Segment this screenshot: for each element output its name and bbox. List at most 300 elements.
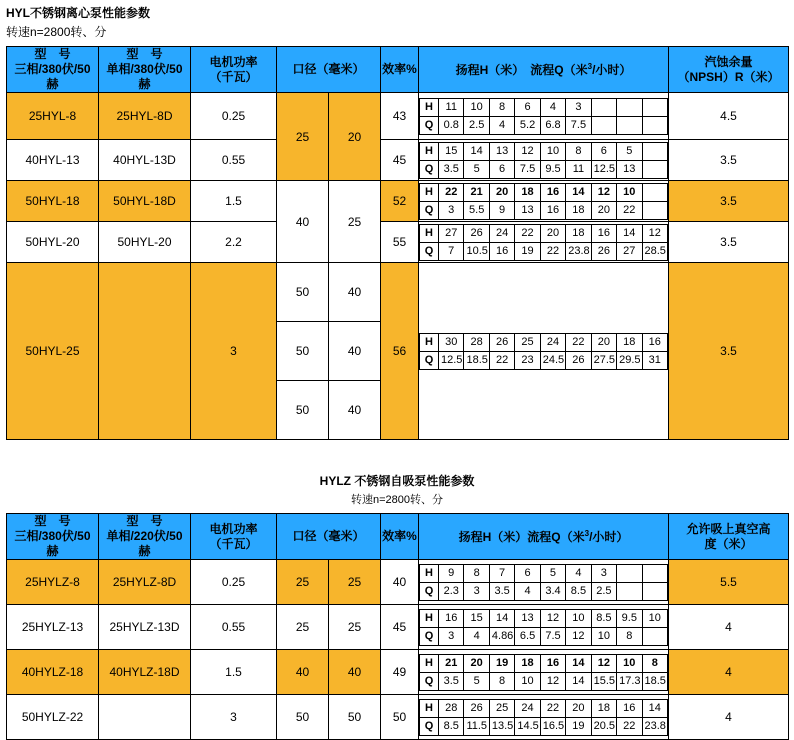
hq-q-1: 5.5 [464, 201, 489, 219]
hq-q-8 [642, 160, 668, 178]
hq-grid [419, 224, 668, 261]
cell-model-single-phase: 40HYLZ-18D [99, 650, 191, 695]
hq-q-4: 7.5 [540, 627, 565, 645]
hq-label-q: Q [420, 160, 439, 178]
cell-bore-inlet: 50 [277, 381, 329, 440]
header-model-line1: 型 号 [34, 47, 71, 61]
hq-row-h [420, 224, 668, 242]
hq-label-q: Q [420, 201, 439, 219]
hq-grid [419, 183, 668, 220]
hq-h-2: 25 [489, 699, 514, 717]
cell-motor-power: 1.5 [191, 181, 277, 222]
cell-model-three-phase: 50HYL-20 [7, 222, 99, 263]
hq-h-6: 8.5 [591, 609, 616, 627]
hq-h-7: 18 [617, 333, 642, 351]
section-spacer [0, 440, 794, 466]
hq-h-7 [617, 564, 642, 582]
hq-h-3: 13 [515, 609, 540, 627]
hq-h-5: 14 [566, 654, 591, 672]
hq-h-6: 12 [591, 183, 616, 201]
hq-h-4: 12 [540, 609, 565, 627]
hq-h-3: 22 [515, 224, 540, 242]
header-hq-pre: 扬程H（米）流程Q（米 [458, 529, 585, 544]
hq-label-h: H [420, 333, 439, 351]
hq-row-q [420, 201, 668, 219]
hq-h-4: 16 [540, 654, 565, 672]
self-priming-pump-table [6, 513, 789, 740]
hq-h-5: 22 [566, 333, 591, 351]
cell-model-three-phase: 25HYLZ-13 [7, 605, 99, 650]
cell-motor-power: 2.2 [191, 222, 277, 263]
hq-q-3: 5.2 [515, 116, 540, 134]
hq-q-2: 4 [489, 116, 514, 134]
cell-motor-power: 3 [191, 695, 277, 740]
table-row [7, 263, 789, 322]
hq-q-6 [591, 116, 616, 134]
cell-npsh: 3.5 [669, 222, 789, 263]
header-model-line3: 赫 [46, 77, 59, 91]
hq-grid [419, 654, 668, 691]
hq-label-q: Q [420, 116, 439, 134]
cell-head-flow [419, 695, 669, 740]
cell-bore-inlet: 40 [277, 650, 329, 695]
hq-q-8: 31 [642, 351, 668, 369]
hq-row-q [420, 242, 668, 260]
header-model1-line2: 单相/380伏/50 [106, 62, 183, 76]
cell-bore-inlet: 25 [277, 560, 329, 605]
hq-q-7: 8 [617, 627, 642, 645]
header-power-line1: 电机功率 [209, 521, 258, 536]
hq-h-8 [642, 564, 668, 582]
hq-q-5: 7.5 [566, 116, 591, 134]
hq-q-3: 8 [489, 672, 514, 690]
hq-h-1: 21 [464, 183, 489, 201]
hq-q-2: 5 [464, 672, 489, 690]
hq-label-h: H [420, 183, 439, 201]
hq-h-5: 18 [566, 224, 591, 242]
hq-q-3: 7.5 [515, 160, 540, 178]
hq-q-7 [617, 116, 642, 134]
header-suction-vacuum [669, 514, 789, 560]
cell-model-single-phase: 40HYL-13D [99, 140, 191, 181]
hq-q-0: 2.3 [439, 582, 464, 600]
hq-h-8: 14 [642, 699, 668, 717]
hq-h-7: 10 [617, 654, 642, 672]
hq-q-1: 10.5 [464, 242, 489, 260]
hq-h-6: 6 [591, 142, 616, 160]
hq-q-2: 3.5 [489, 582, 514, 600]
hq-q-6: 2.5 [591, 582, 616, 600]
hq-label-q: Q [420, 582, 439, 600]
hq-row-h [420, 183, 668, 201]
hq-h-7 [617, 98, 642, 116]
cell-bore-inlet: 50 [277, 695, 329, 740]
cell-model-three-phase: 50HYL-18 [7, 181, 99, 222]
hq-q-2: 4.86 [489, 627, 514, 645]
hq-q-8 [642, 627, 668, 645]
header-efficiency [381, 47, 419, 93]
cell-bore-outlet: 25 [329, 560, 381, 605]
header-npsh [669, 47, 789, 93]
cell-efficiency: 43 [381, 93, 419, 140]
cell-bore-outlet: 40 [329, 650, 381, 695]
hq-label-h: H [420, 609, 439, 627]
table2-header-row [7, 514, 789, 560]
hq-h-5: 8 [566, 142, 591, 160]
cell-model-single-phase: 50HYL-20 [99, 222, 191, 263]
cell-suction-vacuum: 4 [669, 605, 789, 650]
hq-h-6: 16 [591, 224, 616, 242]
header-model1-line3: 赫 [138, 77, 151, 91]
cell-efficiency: 52 [381, 181, 419, 222]
hq-q-3: 19 [515, 242, 540, 260]
hq-row-q [420, 351, 668, 369]
header-power-line2: （千瓦） [209, 536, 258, 551]
hq-h-2: 26 [489, 333, 514, 351]
header-model-line2: 三相/380伏/50 [14, 62, 91, 76]
hq-q-0: 3.5 [439, 160, 464, 178]
header-head-flow [419, 47, 669, 93]
hq-h-7: 16 [617, 699, 642, 717]
hq-h-1: 26 [464, 699, 489, 717]
cell-bore-inlet: 25 [277, 605, 329, 650]
hq-label-q: Q [420, 627, 439, 645]
cell-motor-power: 3 [191, 263, 277, 440]
cell-motor-power: 1.5 [191, 650, 277, 695]
hq-h-4: 22 [540, 699, 565, 717]
cell-efficiency: 45 [381, 605, 419, 650]
hq-row-h [420, 142, 668, 160]
hq-label-h: H [420, 142, 439, 160]
cell-efficiency: 40 [381, 560, 419, 605]
hq-q-7 [617, 582, 642, 600]
header-bore [277, 47, 381, 93]
hq-row-h [420, 699, 668, 717]
hq-h-6: 18 [591, 699, 616, 717]
hq-label-h: H [420, 699, 439, 717]
cell-efficiency: 49 [381, 650, 419, 695]
hq-row-h [420, 98, 668, 116]
hq-q-8: 23.8 [642, 717, 668, 735]
table-row [7, 93, 789, 140]
hq-h-1: 10 [464, 98, 489, 116]
hq-label-q: Q [420, 717, 439, 735]
hq-q-7: 15.5 [591, 672, 616, 690]
hq-h-0: 22 [439, 183, 464, 201]
cell-head-flow [419, 605, 669, 650]
header-model-three-phase [7, 47, 99, 93]
hq-q-7: 29.5 [617, 351, 642, 369]
header-efficiency-label: 效率% [382, 62, 417, 76]
header-model-line2: 三相/380伏/50 [14, 529, 91, 543]
hq-q-5: 19 [566, 717, 591, 735]
hq-h-8 [642, 142, 668, 160]
hq-q-5: 23.8 [566, 242, 591, 260]
hq-q-1: 3.5 [439, 672, 464, 690]
cell-head-flow [419, 140, 669, 181]
hq-h-5: 3 [566, 98, 591, 116]
hq-h-2: 20 [489, 183, 514, 201]
header-power-line2: （千瓦） [209, 69, 258, 84]
table2-subtitle: 转速n=2800转、分 [350, 494, 443, 506]
hq-q-1: 18.5 [464, 351, 489, 369]
hq-q-3: 23 [515, 351, 540, 369]
hq-row-q [420, 582, 668, 600]
table-row [7, 181, 789, 222]
cell-bore-inlet: 25 [277, 93, 329, 181]
hq-row-h [420, 564, 668, 582]
hq-grid [419, 609, 668, 646]
header-head-flow [419, 514, 669, 560]
table-row [7, 650, 789, 695]
cell-model-three-phase: 25HYLZ-8 [7, 560, 99, 605]
header-bore-label: 口径（毫米） [292, 62, 365, 76]
hq-q-2: 22 [489, 351, 514, 369]
cell-head-flow [419, 560, 669, 605]
cell-model-three-phase: 25HYL-8 [7, 93, 99, 140]
cell-suction-vacuum: 5.5 [669, 560, 789, 605]
cell-suction-vacuum: 4 [669, 695, 789, 740]
hq-q-6: 14 [566, 672, 591, 690]
hq-h-3: 24 [515, 699, 540, 717]
cell-npsh: 3.5 [669, 263, 789, 440]
table-row [7, 605, 789, 650]
hq-h-7: 10 [617, 183, 642, 201]
hq-h-3: 6 [515, 98, 540, 116]
hq-h-7: 9.5 [617, 609, 642, 627]
header-model-single-phase [99, 514, 191, 560]
hq-q-7: 22 [617, 717, 642, 735]
hq-h-0: 30 [439, 333, 464, 351]
hq-h-7: 14 [617, 224, 642, 242]
cell-model-single-phase [99, 263, 191, 440]
hq-h-1: 8 [464, 564, 489, 582]
hq-q-4: 22 [540, 242, 565, 260]
cell-head-flow [419, 650, 669, 695]
hq-h-4: 5 [540, 564, 565, 582]
hq-q-0: 12.5 [439, 351, 464, 369]
cell-npsh: 4.5 [669, 93, 789, 140]
hq-row-q [420, 160, 668, 178]
hq-q-3: 14.5 [515, 717, 540, 735]
hq-h-0: 9 [439, 564, 464, 582]
cell-bore-outlet: 40 [329, 381, 381, 440]
hq-q-0: 8.5 [439, 717, 464, 735]
hq-q-0: 3 [439, 201, 464, 219]
cell-bore-outlet: 50 [329, 695, 381, 740]
hq-label-q: Q [420, 242, 439, 260]
cell-head-flow [419, 263, 669, 440]
hq-q-5: 26 [566, 351, 591, 369]
cell-bore-outlet: 25 [329, 181, 381, 263]
hq-q-4: 9.5 [540, 160, 565, 178]
cell-head-flow [419, 181, 669, 222]
header-model1-line2: 单相/220伏/50 [106, 529, 183, 543]
header-model-line3: 赫 [46, 544, 59, 558]
hq-q-6: 20.5 [591, 717, 616, 735]
hq-q-0: 7 [439, 242, 464, 260]
hq-label-h: H [420, 564, 439, 582]
hq-q-7: 27 [617, 242, 642, 260]
hq-q-6: 26 [591, 242, 616, 260]
hq-h-0: 11 [439, 98, 464, 116]
header-hq-post: /小时） [592, 62, 632, 77]
cell-model-three-phase: 50HYLZ-22 [7, 695, 99, 740]
table1-header-row [7, 47, 789, 93]
cell-head-flow [419, 93, 669, 140]
hq-q-6: 10 [591, 627, 616, 645]
hq-h-2: 7 [489, 564, 514, 582]
hq-h-5: 10 [566, 609, 591, 627]
hq-h-3: 25 [515, 333, 540, 351]
header-vac-line1: 允许吸上真空高 [686, 521, 771, 536]
hq-q-5: 12 [566, 627, 591, 645]
hq-label-q: Q [420, 351, 439, 369]
cell-model-single-phase: 50HYL-18D [99, 181, 191, 222]
hq-h-6: 3 [591, 564, 616, 582]
cell-motor-power: 0.55 [191, 140, 277, 181]
hq-q-4: 16.5 [540, 717, 565, 735]
hq-q-1: 4 [464, 627, 489, 645]
cell-efficiency: 56 [381, 263, 419, 440]
header-npsh-line2: （NPSH）R（米） [677, 69, 780, 84]
hq-row-h [420, 654, 668, 672]
hq-h-2: 8 [489, 98, 514, 116]
header-efficiency-label: 效率% [382, 529, 417, 543]
hq-h-1: 20 [464, 654, 489, 672]
cell-model-single-phase: 25HYLZ-8D [99, 560, 191, 605]
hq-q-5: 11 [566, 160, 591, 178]
hq-h-4: 16 [540, 183, 565, 201]
cell-head-flow [419, 222, 669, 263]
cell-motor-power: 0.55 [191, 605, 277, 650]
header-npsh-line1: 汽蚀余量 [704, 54, 753, 69]
hq-h-0: 15 [439, 142, 464, 160]
table-row [7, 222, 789, 263]
header-hq-pre: 扬程H（米） 流程Q（米 [455, 62, 588, 77]
cell-efficiency: 50 [381, 695, 419, 740]
hq-grid [419, 564, 668, 601]
hq-h-8: 8 [642, 654, 668, 672]
hq-h-3: 18 [515, 183, 540, 201]
header-efficiency [381, 514, 419, 560]
hq-h-2: 24 [489, 224, 514, 242]
header-model-single-phase [99, 47, 191, 93]
hq-q-8 [642, 116, 668, 134]
hq-q-8 [642, 582, 668, 600]
hq-h-5: 20 [566, 699, 591, 717]
hq-h-3: 18 [515, 654, 540, 672]
table2-title: HYLZ 不锈钢自吸泵性能参数 [319, 474, 475, 488]
hq-q-4: 10 [515, 672, 540, 690]
hq-h-4: 24 [540, 333, 565, 351]
hq-h-4: 20 [540, 224, 565, 242]
hq-h-4: 10 [540, 142, 565, 160]
hq-q-4: 6.8 [540, 116, 565, 134]
cell-model-three-phase: 40HYLZ-18 [7, 650, 99, 695]
header-bore-label: 口径（毫米） [292, 529, 365, 543]
hq-label-h: H [420, 98, 439, 116]
hq-q-3: 13 [515, 201, 540, 219]
hq-h-1: 28 [464, 333, 489, 351]
header-model-line1: 型 号 [34, 514, 71, 528]
hq-q-8: 17.3 [617, 672, 642, 690]
hq-h-8 [642, 98, 668, 116]
hq-h-1: 26 [464, 224, 489, 242]
hq-row-q [420, 672, 668, 690]
centrifugal-pump-table [6, 46, 789, 440]
cell-model-three-phase: 40HYL-13 [7, 140, 99, 181]
cell-bore-outlet: 40 [329, 322, 381, 381]
hq-q-2: 6 [489, 160, 514, 178]
table-row [7, 560, 789, 605]
hq-q-5: 12 [540, 672, 565, 690]
hq-h-1: 14 [464, 142, 489, 160]
cell-npsh: 3.5 [669, 181, 789, 222]
header-motor-power [191, 47, 277, 93]
hq-q-5: 8.5 [566, 582, 591, 600]
hq-h-2: 13 [489, 142, 514, 160]
hq-q-1: 3 [464, 582, 489, 600]
header-model1-line3: 赫 [138, 544, 151, 558]
hq-q-6: 20 [591, 201, 616, 219]
hq-row-h [420, 609, 668, 627]
hq-h-8: 16 [642, 333, 668, 351]
header-motor-power [191, 514, 277, 560]
hq-q-2: 9 [489, 201, 514, 219]
cell-bore-inlet: 50 [277, 263, 329, 322]
hq-q-1: 5 [464, 160, 489, 178]
hq-h-6: 20 [591, 333, 616, 351]
hq-q-4: 24.5 [540, 351, 565, 369]
hq-row-q [420, 627, 668, 645]
hq-row-h [420, 333, 668, 351]
hq-h-4: 4 [540, 98, 565, 116]
hq-q-4: 16 [540, 201, 565, 219]
cell-model-single-phase [99, 695, 191, 740]
cell-suction-vacuum: 4 [669, 650, 789, 695]
hq-q-8: 28.5 [642, 242, 668, 260]
cell-motor-power: 0.25 [191, 93, 277, 140]
hq-q-2: 13.5 [489, 717, 514, 735]
hq-q-1: 11.5 [464, 717, 489, 735]
hq-label-h: H [420, 224, 439, 242]
hq-grid [419, 333, 668, 370]
hq-label-h: H [420, 654, 439, 672]
hq-q-8 [642, 201, 668, 219]
header-model-three-phase [7, 514, 99, 560]
header-bore [277, 514, 381, 560]
header-hq-post: /小时） [589, 529, 629, 544]
hq-h-3: 12 [515, 142, 540, 160]
hq-grid [419, 98, 668, 135]
hq-h-0: 28 [439, 699, 464, 717]
cell-npsh: 3.5 [669, 140, 789, 181]
cell-efficiency: 55 [381, 222, 419, 263]
hq-q-6: 12.5 [591, 160, 616, 178]
hq-h-6 [591, 98, 616, 116]
hq-h-5: 4 [566, 564, 591, 582]
hq-h-8: 10 [642, 609, 668, 627]
cell-bore-outlet: 25 [329, 605, 381, 650]
hq-h-8: 12 [642, 224, 668, 242]
hq-q-5: 18 [566, 201, 591, 219]
hq-q-6: 27.5 [591, 351, 616, 369]
hq-h-5: 14 [566, 183, 591, 201]
header-model1-line1: 型 号 [126, 514, 163, 528]
hq-q-7: 13 [617, 160, 642, 178]
hq-q-0: 0.8 [439, 116, 464, 134]
